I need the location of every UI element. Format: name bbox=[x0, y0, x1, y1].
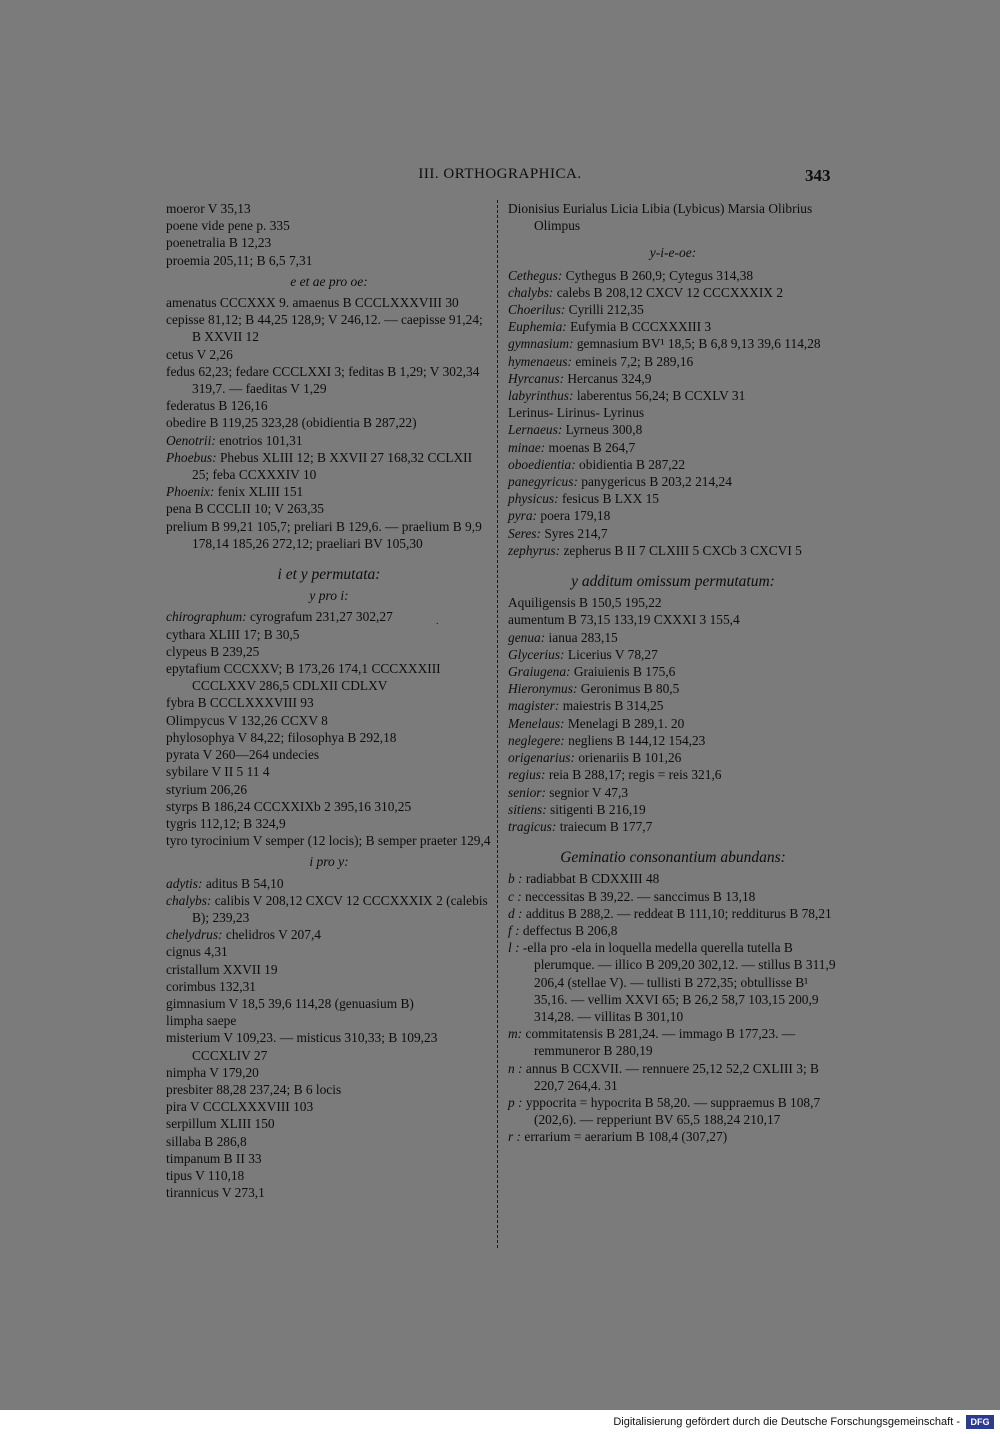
entry-text: tirannicus V 273,1 bbox=[166, 1185, 265, 1201]
index-entry bbox=[166, 234, 492, 251]
entry-text: presbiter 88,28 237,24; B 6 locis bbox=[166, 1081, 342, 1097]
index-entry bbox=[508, 629, 838, 646]
index-entry bbox=[508, 818, 838, 835]
section-heading: y-i-e-oe: bbox=[649, 245, 697, 261]
entry-text: misterium V 109,23. — misticus 310,33; B 109,23 CCCXLIV 27 bbox=[166, 1030, 438, 1063]
footer-bar bbox=[0, 1410, 1000, 1434]
entry-lemma: origenarius: bbox=[508, 750, 575, 766]
entry-lemma: Euphemia: bbox=[508, 319, 567, 335]
index-entry bbox=[508, 784, 838, 801]
entry-lemma: zephyrus: bbox=[508, 542, 561, 558]
entry-text: errarium = aerarium B 108,4 (307,27) bbox=[524, 1129, 728, 1145]
entry-lemma: l : bbox=[508, 940, 520, 956]
section-heading: y additum omissum permutatum: bbox=[571, 573, 775, 591]
index-entry bbox=[508, 611, 838, 628]
entry-lemma: chelydrus: bbox=[166, 927, 223, 943]
entry-lemma: n : bbox=[508, 1060, 523, 1076]
entry-text: Geronimus B 80,5 bbox=[580, 681, 680, 697]
entry-text: enotrios 101,31 bbox=[219, 432, 303, 448]
index-entry bbox=[166, 608, 492, 625]
index-entry bbox=[166, 660, 492, 694]
entry-lemma: d : bbox=[508, 905, 523, 921]
index-entry bbox=[166, 1029, 492, 1063]
entry-text: -ella pro -ela in loquella medella querella tutella B plerumque. — illico B 209,20 302,12. — stillus B 311,9 206,4 (stellae V). — tullisti B 272,35; obtullisse B¹ 35,16. — vellim XXVI 65; B 26,2 58,7 103,15 200,9 314,28. — villitas B 301,10 bbox=[522, 940, 836, 1024]
index-entry bbox=[508, 370, 838, 387]
entry-text: additus B 288,2. — reddeat B 111,10; redditurus B 78,21 bbox=[525, 905, 832, 921]
index-entry bbox=[508, 715, 838, 732]
index-entry bbox=[508, 888, 838, 905]
entry-text: fesicus B LXX 15 bbox=[561, 491, 660, 507]
entry-text: Cyrilli 212,35 bbox=[568, 302, 644, 318]
entry-lemma: pyra: bbox=[508, 508, 538, 524]
entry-text: deffectus B 206,8 bbox=[522, 922, 618, 938]
entry-text: obidientia B 287,22 bbox=[579, 456, 686, 472]
entry-text: poene vide pene p. 335 bbox=[166, 218, 290, 234]
entry-text: cythara XLIII 17; B 30,5 bbox=[166, 626, 300, 642]
index-entry bbox=[508, 439, 838, 456]
entry-text: aditus B 54,10 bbox=[205, 875, 284, 891]
dfg-logo-icon bbox=[966, 1415, 994, 1429]
entry-lemma: chalybs: bbox=[166, 892, 212, 908]
entry-lemma: sitiens: bbox=[508, 801, 547, 817]
entry-text: Cythegus B 260,9; Cytegus 314,38 bbox=[565, 267, 754, 283]
entry-text: Dionisius Eurialus Licia Libia (Lybicus) Marsia Olibrius Olimpus bbox=[508, 201, 813, 234]
index-entry bbox=[508, 939, 838, 1025]
footer-credit: Digitalisierung gefördert durch die Deutsche Forschungsgemeinschaft - bbox=[613, 1416, 960, 1428]
entry-text: prelium B 99,21 105,7; preliari B 129,6. — praelium B 9,9 178,14 185,26 272,12; praeliari BV 105,30 bbox=[166, 518, 482, 551]
right-column bbox=[508, 200, 838, 1146]
entry-lemma: magister: bbox=[508, 698, 560, 714]
entry-text: calebs B 208,12 CXCV 12 CCCXXXIX 2 bbox=[556, 284, 784, 300]
entry-lemma: adytis: bbox=[166, 875, 203, 891]
index-entry bbox=[166, 892, 492, 926]
index-entry bbox=[508, 525, 838, 542]
entry-lemma: panegyricus: bbox=[508, 474, 578, 490]
entry-lemma: Oenotrii: bbox=[166, 432, 216, 448]
entry-text: calibis V 208,12 CXCV 12 CCCXXXIX 2 (calebis B); 239,23 bbox=[192, 892, 488, 925]
entry-text: amenatus CCCXXX 9. amaenus B CCCLXXXVIII 30 bbox=[166, 295, 459, 311]
entry-lemma: b : bbox=[508, 871, 523, 887]
index-entry bbox=[166, 1012, 492, 1029]
entry-lemma: Graiugena: bbox=[508, 664, 571, 680]
entry-text: moeror V 35,13 bbox=[166, 201, 251, 216]
entry-text: reia B 288,17; regis = reis 321,6 bbox=[548, 767, 722, 783]
index-entry bbox=[508, 387, 838, 404]
section-heading: e et ae pro oe: bbox=[290, 273, 368, 289]
index-entry bbox=[166, 200, 492, 217]
entry-lemma: p : bbox=[508, 1094, 523, 1110]
index-entry bbox=[166, 995, 492, 1012]
index-entry bbox=[508, 421, 838, 438]
index-entry bbox=[166, 217, 492, 234]
column-divider bbox=[497, 200, 498, 1248]
index-entry bbox=[166, 746, 492, 763]
entry-text: emineis 7,2; B 289,16 bbox=[575, 353, 694, 369]
entry-text: orienariis B 101,26 bbox=[578, 750, 682, 766]
index-entry bbox=[508, 353, 838, 370]
index-entry bbox=[508, 749, 838, 766]
index-entry bbox=[508, 680, 838, 697]
index-entry bbox=[508, 542, 838, 559]
index-entry bbox=[166, 832, 492, 849]
entry-lemma: f : bbox=[508, 922, 520, 938]
entry-lemma: neglegere: bbox=[508, 732, 565, 748]
entry-text: neccessitas B 39,22. — sanccimus B 13,18 bbox=[525, 888, 756, 904]
entry-text: Graiuienis B 175,6 bbox=[573, 664, 676, 680]
entry-text: chelidros V 207,4 bbox=[225, 927, 321, 943]
index-entry bbox=[508, 1128, 838, 1145]
entry-lemma: gymnasium: bbox=[508, 336, 574, 352]
entry-text: cristallum XXVII 19 bbox=[166, 961, 278, 977]
entry-text: traiecum B 177,7 bbox=[559, 818, 653, 834]
index-entry bbox=[166, 500, 492, 517]
entry-text: limpha saepe bbox=[166, 1013, 237, 1029]
entry-text: Olimpycus V 132,26 CCXV 8 bbox=[166, 712, 328, 728]
entry-lemma: Seres: bbox=[508, 525, 541, 541]
entry-lemma: m: bbox=[508, 1026, 523, 1042]
entry-text: poenetralia B 12,23 bbox=[166, 235, 272, 251]
entry-text: moenas B 264,7 bbox=[548, 439, 636, 455]
index-entry bbox=[166, 346, 492, 363]
entry-text: panygericus B 203,2 214,24 bbox=[581, 474, 732, 490]
entry-text: maiestris B 314,25 bbox=[562, 698, 664, 714]
entry-lemma: Cethegus: bbox=[508, 267, 563, 283]
index-entry bbox=[508, 318, 838, 335]
index-entry bbox=[166, 1115, 492, 1132]
index-entry bbox=[166, 294, 492, 311]
entry-lemma: Menelaus: bbox=[508, 715, 565, 731]
index-entry bbox=[166, 763, 492, 780]
entry-text: laberentus 56,24; B CCXLV 31 bbox=[576, 388, 746, 404]
entry-text: cetus V 2,26 bbox=[166, 346, 233, 362]
index-entry bbox=[166, 712, 492, 729]
index-entry bbox=[166, 414, 492, 431]
index-entry bbox=[166, 1133, 492, 1150]
index-entry bbox=[508, 663, 838, 680]
index-entry bbox=[166, 252, 492, 269]
entry-text: styrps B 186,24 CCCXXIXb 2 395,16 310,25 bbox=[166, 798, 412, 814]
index-entry bbox=[508, 490, 838, 507]
entry-text: segnior V 47,3 bbox=[549, 784, 629, 800]
left-column bbox=[166, 200, 492, 1201]
entry-lemma: c : bbox=[508, 888, 522, 904]
entry-lemma: Lernaeus: bbox=[508, 422, 563, 438]
index-entry bbox=[166, 1184, 492, 1201]
entry-lemma: physicus: bbox=[508, 491, 559, 507]
entry-lemma: chirographum: bbox=[166, 609, 247, 625]
index-entry bbox=[166, 518, 492, 552]
index-entry bbox=[166, 1167, 492, 1184]
index-entry bbox=[166, 1098, 492, 1115]
section-heading: i pro y: bbox=[309, 854, 349, 870]
entry-text: epytafium CCCXXV; B 173,26 174,1 CCCXXXIII CCCLXXV 286,5 CDLXII CDLXV bbox=[166, 661, 441, 694]
index-entry bbox=[166, 781, 492, 798]
index-entry bbox=[508, 335, 838, 352]
entry-text: corimbus 132,31 bbox=[166, 978, 257, 994]
index-entry bbox=[166, 815, 492, 832]
index-entry bbox=[166, 1081, 492, 1098]
entry-text: annus B CCXVII. — rennuere 25,12 52,2 CXLIII 3; B 220,7 264,4. 31 bbox=[525, 1060, 819, 1093]
entry-text: timpanum B II 33 bbox=[166, 1150, 262, 1166]
index-entry bbox=[166, 875, 492, 892]
stray-mark: . bbox=[436, 616, 439, 627]
index-entry bbox=[508, 301, 838, 318]
index-entry bbox=[508, 507, 838, 524]
entry-lemma: hymenaeus: bbox=[508, 353, 572, 369]
entry-text: cyrografum 231,27 302,27 bbox=[249, 609, 393, 625]
entry-text: nimpha V 179,20 bbox=[166, 1064, 259, 1080]
entry-text: yppocrita = hypocrita B 58,20. — suppraemus B 108,7 (202,6). — repperiunt BV 65,5 188,24 210,17 bbox=[525, 1094, 821, 1128]
index-entry bbox=[508, 801, 838, 818]
entry-text: cepisse 81,12; B 44,25 128,9; V 246,12. — caepisse 91,24; B XXVII 12 bbox=[166, 312, 483, 345]
index-entry bbox=[166, 798, 492, 815]
index-entry bbox=[508, 473, 838, 490]
entry-text: phylosophya V 84,22; filosophya B 292,18 bbox=[166, 729, 397, 745]
entry-lemma: Phoenix: bbox=[166, 484, 215, 500]
entry-lemma: labyrinthus: bbox=[508, 388, 574, 404]
entry-lemma: tragicus: bbox=[508, 818, 557, 834]
index-entry bbox=[508, 870, 838, 887]
entry-text: Eufymia B CCCXXXIII 3 bbox=[570, 319, 712, 335]
entry-text: fenix XLIII 151 bbox=[217, 484, 304, 500]
index-entry bbox=[166, 694, 492, 711]
index-entry bbox=[508, 766, 838, 783]
entry-text: tipus V 110,18 bbox=[166, 1167, 245, 1183]
entry-text: gemnasium BV¹ 18,5; B 6,8 9,13 39,6 114,28 bbox=[576, 336, 821, 352]
entry-lemma: Phoebus: bbox=[166, 449, 217, 465]
index-entry bbox=[166, 643, 492, 660]
index-entry bbox=[508, 456, 838, 473]
entry-text: tyro tyrocinium V semper (12 locis); B semper praeter 129,4 bbox=[166, 833, 491, 849]
index-entry bbox=[508, 905, 838, 922]
page-number: 343 bbox=[805, 166, 831, 185]
index-entry bbox=[166, 311, 492, 345]
entry-text: radiabbat B CDXXIII 48 bbox=[525, 871, 660, 887]
index-entry bbox=[508, 1025, 838, 1059]
entry-text: Menelagi B 289,1. 20 bbox=[567, 715, 685, 731]
entry-text: cignus 4,31 bbox=[166, 944, 228, 960]
index-entry bbox=[508, 646, 838, 663]
entry-text: proemia 205,11; B 6,5 7,31 bbox=[166, 252, 313, 268]
entry-text: styrium 206,26 bbox=[166, 781, 248, 797]
entry-text: pyrata V 260—264 undecies bbox=[166, 747, 320, 763]
index-entry bbox=[508, 404, 838, 421]
entry-text: Lyrneus 300,8 bbox=[565, 422, 643, 438]
entry-lemma: chalybs: bbox=[508, 284, 554, 300]
entry-text: sillaba B 286,8 bbox=[166, 1133, 247, 1149]
entry-text: Syres 214,7 bbox=[544, 525, 608, 541]
index-entry bbox=[166, 432, 492, 449]
entry-lemma: r : bbox=[508, 1129, 522, 1145]
entry-text: commitatensis B 281,24. — immago B 177,23. — remmuneror B 280,19 bbox=[525, 1026, 796, 1059]
running-head: III. ORTHOGRAPHICA. bbox=[418, 166, 582, 182]
entry-text: fybra B CCCLXXXVIII 93 bbox=[166, 695, 314, 711]
index-entry bbox=[166, 1064, 492, 1081]
index-entry bbox=[166, 978, 492, 995]
entry-lemma: Glycerius: bbox=[508, 646, 565, 662]
entry-text: Aquiligensis B 150,5 195,22 bbox=[508, 595, 662, 611]
index-entry bbox=[508, 1094, 838, 1128]
index-entry bbox=[508, 200, 838, 234]
entry-text: poera 179,18 bbox=[540, 508, 611, 524]
entry-lemma: Choerilus: bbox=[508, 302, 566, 318]
index-entry bbox=[508, 267, 838, 284]
entry-text: clypeus B 239,25 bbox=[166, 643, 260, 659]
index-entry bbox=[166, 943, 492, 960]
section-heading: i et y permutata: bbox=[277, 566, 381, 584]
entry-lemma: oboedientia: bbox=[508, 456, 576, 472]
index-entry bbox=[166, 626, 492, 643]
entry-text: serpillum XLIII 150 bbox=[166, 1116, 275, 1132]
entry-text: aumentum B 73,15 133,19 CXXXI 3 155,4 bbox=[508, 612, 740, 628]
entry-lemma: Hieronymus: bbox=[508, 681, 578, 697]
entry-text: federatus B 126,16 bbox=[166, 398, 268, 414]
entry-text: sybilare V II 5 11 4 bbox=[166, 764, 270, 780]
entry-lemma: genua: bbox=[508, 629, 546, 645]
entry-text: pira V CCCLXXXVIII 103 bbox=[166, 1099, 314, 1115]
entry-text: zepherus B II 7 CLXIII 5 CXCb 3 CXCVI 5 bbox=[563, 542, 802, 558]
index-entry bbox=[166, 1150, 492, 1167]
entry-text: ianua 283,15 bbox=[548, 629, 618, 645]
entry-text: Lerinus- Lirinus- Lyrinus bbox=[508, 405, 645, 421]
index-entry bbox=[508, 732, 838, 749]
index-entry bbox=[166, 961, 492, 978]
entry-text: sitigenti B 216,19 bbox=[550, 801, 646, 817]
entry-text: Phebus XLIII 12; B XXVII 27 168,32 CCLXII 25; feba CCXXXIV 10 bbox=[192, 449, 473, 483]
entry-lemma: Hyrcanus: bbox=[508, 370, 565, 386]
entry-text: obedire B 119,25 323,28 (obidientia B 287,22) bbox=[166, 415, 417, 431]
entry-text: negliens B 144,12 154,23 bbox=[568, 732, 706, 748]
index-entry bbox=[166, 483, 492, 500]
entry-text: pena B CCCLII 10; V 263,35 bbox=[166, 501, 324, 517]
entry-text: gimnasium V 18,5 39,6 114,28 (genuasium B) bbox=[166, 995, 414, 1011]
index-entry bbox=[166, 729, 492, 746]
index-entry bbox=[166, 363, 492, 397]
index-entry bbox=[508, 922, 838, 939]
index-entry bbox=[508, 594, 838, 611]
entry-text: fedus 62,23; fedare CCCLXXI 3; feditas B 1,29; V 302,34 319,7. — faeditas V 1,29 bbox=[166, 363, 480, 397]
entry-text: tygris 112,12; B 324,9 bbox=[166, 815, 286, 831]
section-heading: y pro i: bbox=[309, 588, 349, 604]
entry-text: Licerius V 78,27 bbox=[567, 646, 658, 662]
entry-lemma: senior: bbox=[508, 784, 546, 800]
entry-lemma: minae: bbox=[508, 439, 546, 455]
entry-text: Hercanus 324,9 bbox=[567, 370, 652, 386]
entry-lemma: regius: bbox=[508, 767, 546, 783]
index-entry bbox=[508, 284, 838, 301]
index-entry bbox=[166, 926, 492, 943]
index-entry bbox=[166, 449, 492, 483]
index-entry bbox=[166, 397, 492, 414]
section-heading: Geminatio consonantium abundans: bbox=[560, 849, 786, 867]
index-entry bbox=[508, 1060, 838, 1094]
index-entry bbox=[508, 697, 838, 714]
